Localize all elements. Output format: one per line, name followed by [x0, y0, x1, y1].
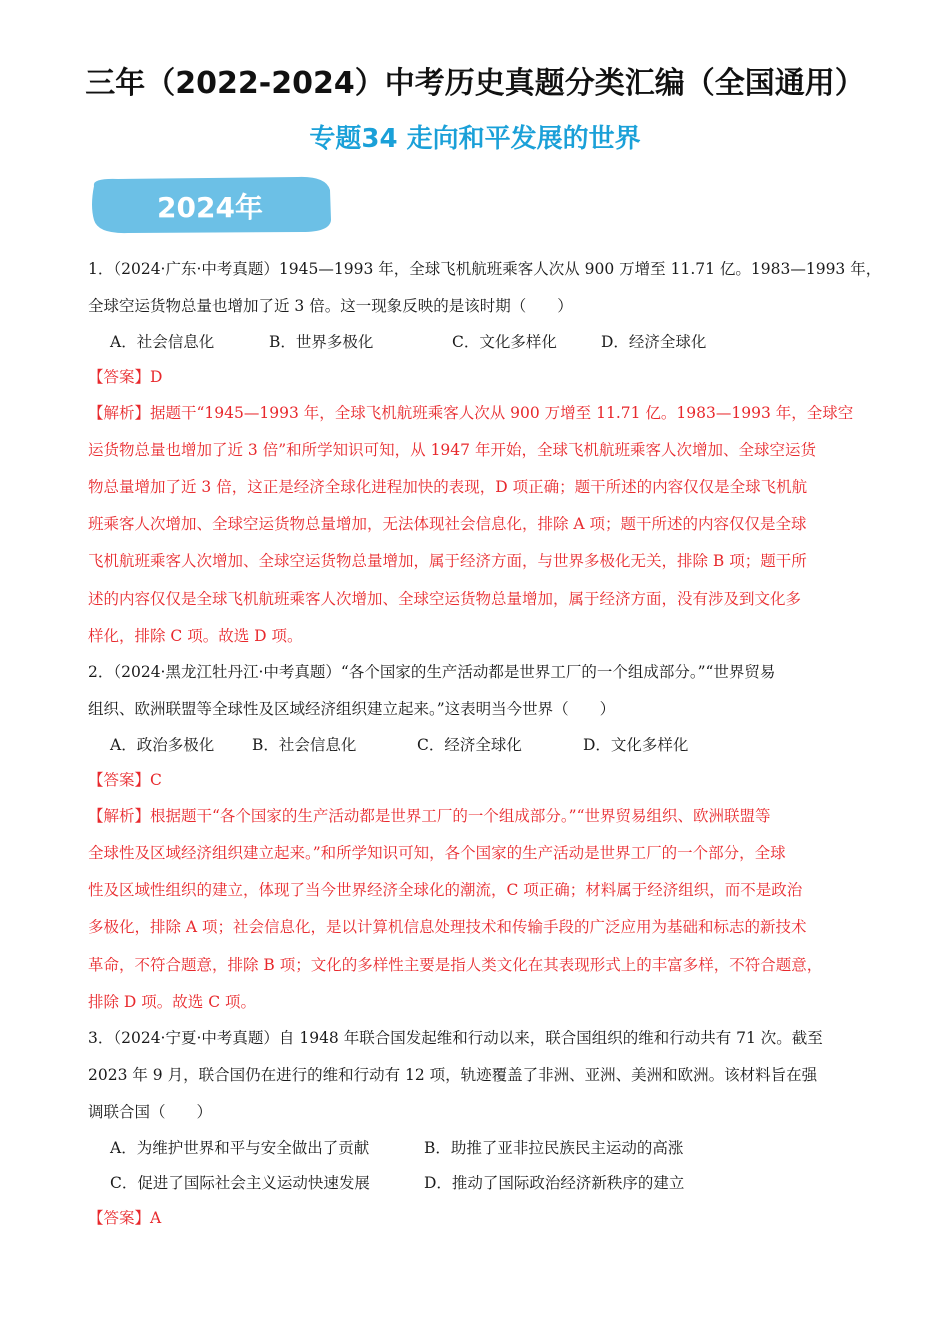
question-3-option-c: C．促进了国际社会主义运动快速发展	[110, 1174, 370, 1192]
question-2-answer: 【答案】C	[88, 771, 162, 789]
question-2-option-d: D．文化多样化	[583, 736, 689, 754]
question-3-option-d: D．推动了国际政治经济新秩序的建立	[424, 1174, 685, 1192]
question-2-analysis-line: 排除 D 项。故选 C 项。	[88, 993, 256, 1011]
question-1-option-a: A．社会信息化	[110, 333, 215, 351]
question-2-analysis-line: 革命，不符合题意，排除 B 项；文化的多样性主要是指人类文化在其表现形式上的丰富多样，不符合题意，	[88, 956, 823, 974]
question-2-analysis-line: 性及区域性组织的建立，体现了当今世界经济全球化的潮流，C 项正确；材料属于经济组织，而不是政治	[88, 881, 803, 899]
question-3-stem-line: 2023 年 9 月，联合国仍在进行的维和行动有 12 项，轨迹覆盖了非洲、亚洲、美洲和欧洲。该材料旨在强	[88, 1066, 818, 1084]
question-1-answer: 【答案】D	[88, 368, 163, 386]
topic-subtitle: 专题34 走向和平发展的世界	[309, 124, 641, 154]
question-1-option-d: D．经济全球化	[601, 333, 707, 351]
question-2-analysis-line: 【解析】根据题干“各个国家的生产活动都是世界工厂的一个组成部分。”“世界贸易组织、欧洲联盟等	[88, 807, 771, 825]
question-2-analysis-line: 全球性及区域经济组织建立起来。”和所学知识可知，各个国家的生产活动是世界工厂的一个部分，全球	[88, 844, 786, 862]
question-2-stem-line: 2．（2024·黑龙江牡丹江·中考真题）“各个国家的生产活动都是世界工厂的一个组成部分。”“世界贸易	[88, 663, 776, 681]
question-1-analysis-line: 【解析】据题干“1945—1993 年，全球飞机航班乘客人次从 900 万增至 11.71 亿。1983—1993 年，全球空	[88, 404, 854, 422]
question-1-option-c: C．文化多样化	[452, 333, 557, 351]
question-1-analysis-line: 班乘客人次增加、全球空运货物总量增加，无法体现社会信息化，排除 A 项；题干所述的内容仅仅是全球	[88, 515, 807, 533]
question-1-analysis-line: 物总量增加了近 3 倍，这正是经济全球化进程加快的表现，D 项正确；题干所述的内容仅仅是全球飞机航	[88, 478, 808, 496]
question-2-option-b: B．社会信息化	[252, 736, 357, 754]
question-2-analysis-line: 多极化，排除 A 项；社会信息化，是以计算机信息处理技术和传输手段的广泛应用为基础和标志的新技术	[88, 918, 807, 936]
question-1-analysis-line: 样化，排除 C 项。故选 D 项。	[88, 627, 303, 645]
question-3-stem-line: 3．（2024·宁夏·中考真题）自 1948 年联合国发起维和行动以来，联合国组织的维和行动共有 71 次。截至	[88, 1029, 823, 1047]
page-title: 三年（2022-2024）中考历史真题分类汇编（全国通用）	[85, 66, 865, 101]
question-3-option-a: A．为维护世界和平与安全做出了贡献	[110, 1139, 370, 1157]
question-1-stem-line: 全球空运货物总量也增加了近 3 倍。这一现象反映的是该时期（ ）	[88, 297, 573, 315]
question-1-analysis-line: 述的内容仅仅是全球飞机航班乘客人次增加、全球空运货物总量增加，属于经济方面，没有涉及到文化多	[88, 590, 802, 608]
question-1-analysis-line: 飞机航班乘客人次增加、全球空运货物总量增加，属于经济方面，与世界多极化无关，排除 B 项；题干所	[88, 552, 807, 570]
year-badge	[88, 176, 332, 234]
question-1-stem-line: 1．（2024·广东·中考真题）1945—1993 年，全球飞机航班乘客人次从 900 万增至 11.71 亿。1983—1993 年，	[88, 260, 882, 278]
question-2-stem-line: 组织、欧洲联盟等全球性及区域经济组织建立起来。”这表明当今世界（ ）	[88, 700, 616, 718]
question-1-option-b: B．世界多极化	[269, 333, 374, 351]
question-3-stem-line: 调联合国（ ）	[88, 1103, 213, 1121]
question-3-answer: 【答案】A	[88, 1209, 162, 1227]
question-3-option-b: B．助推了亚非拉民族民主运动的高涨	[424, 1139, 684, 1157]
year-badge-label: 2024年	[157, 191, 263, 224]
question-2-option-c: C．经济全球化	[417, 736, 522, 754]
question-2-option-a: A．政治多极化	[110, 736, 215, 754]
question-1-analysis-line: 运货物总量也增加了近 3 倍”和所学知识可知，从 1947 年开始，全球飞机航班乘客人次增加、全球空运货	[88, 441, 816, 459]
